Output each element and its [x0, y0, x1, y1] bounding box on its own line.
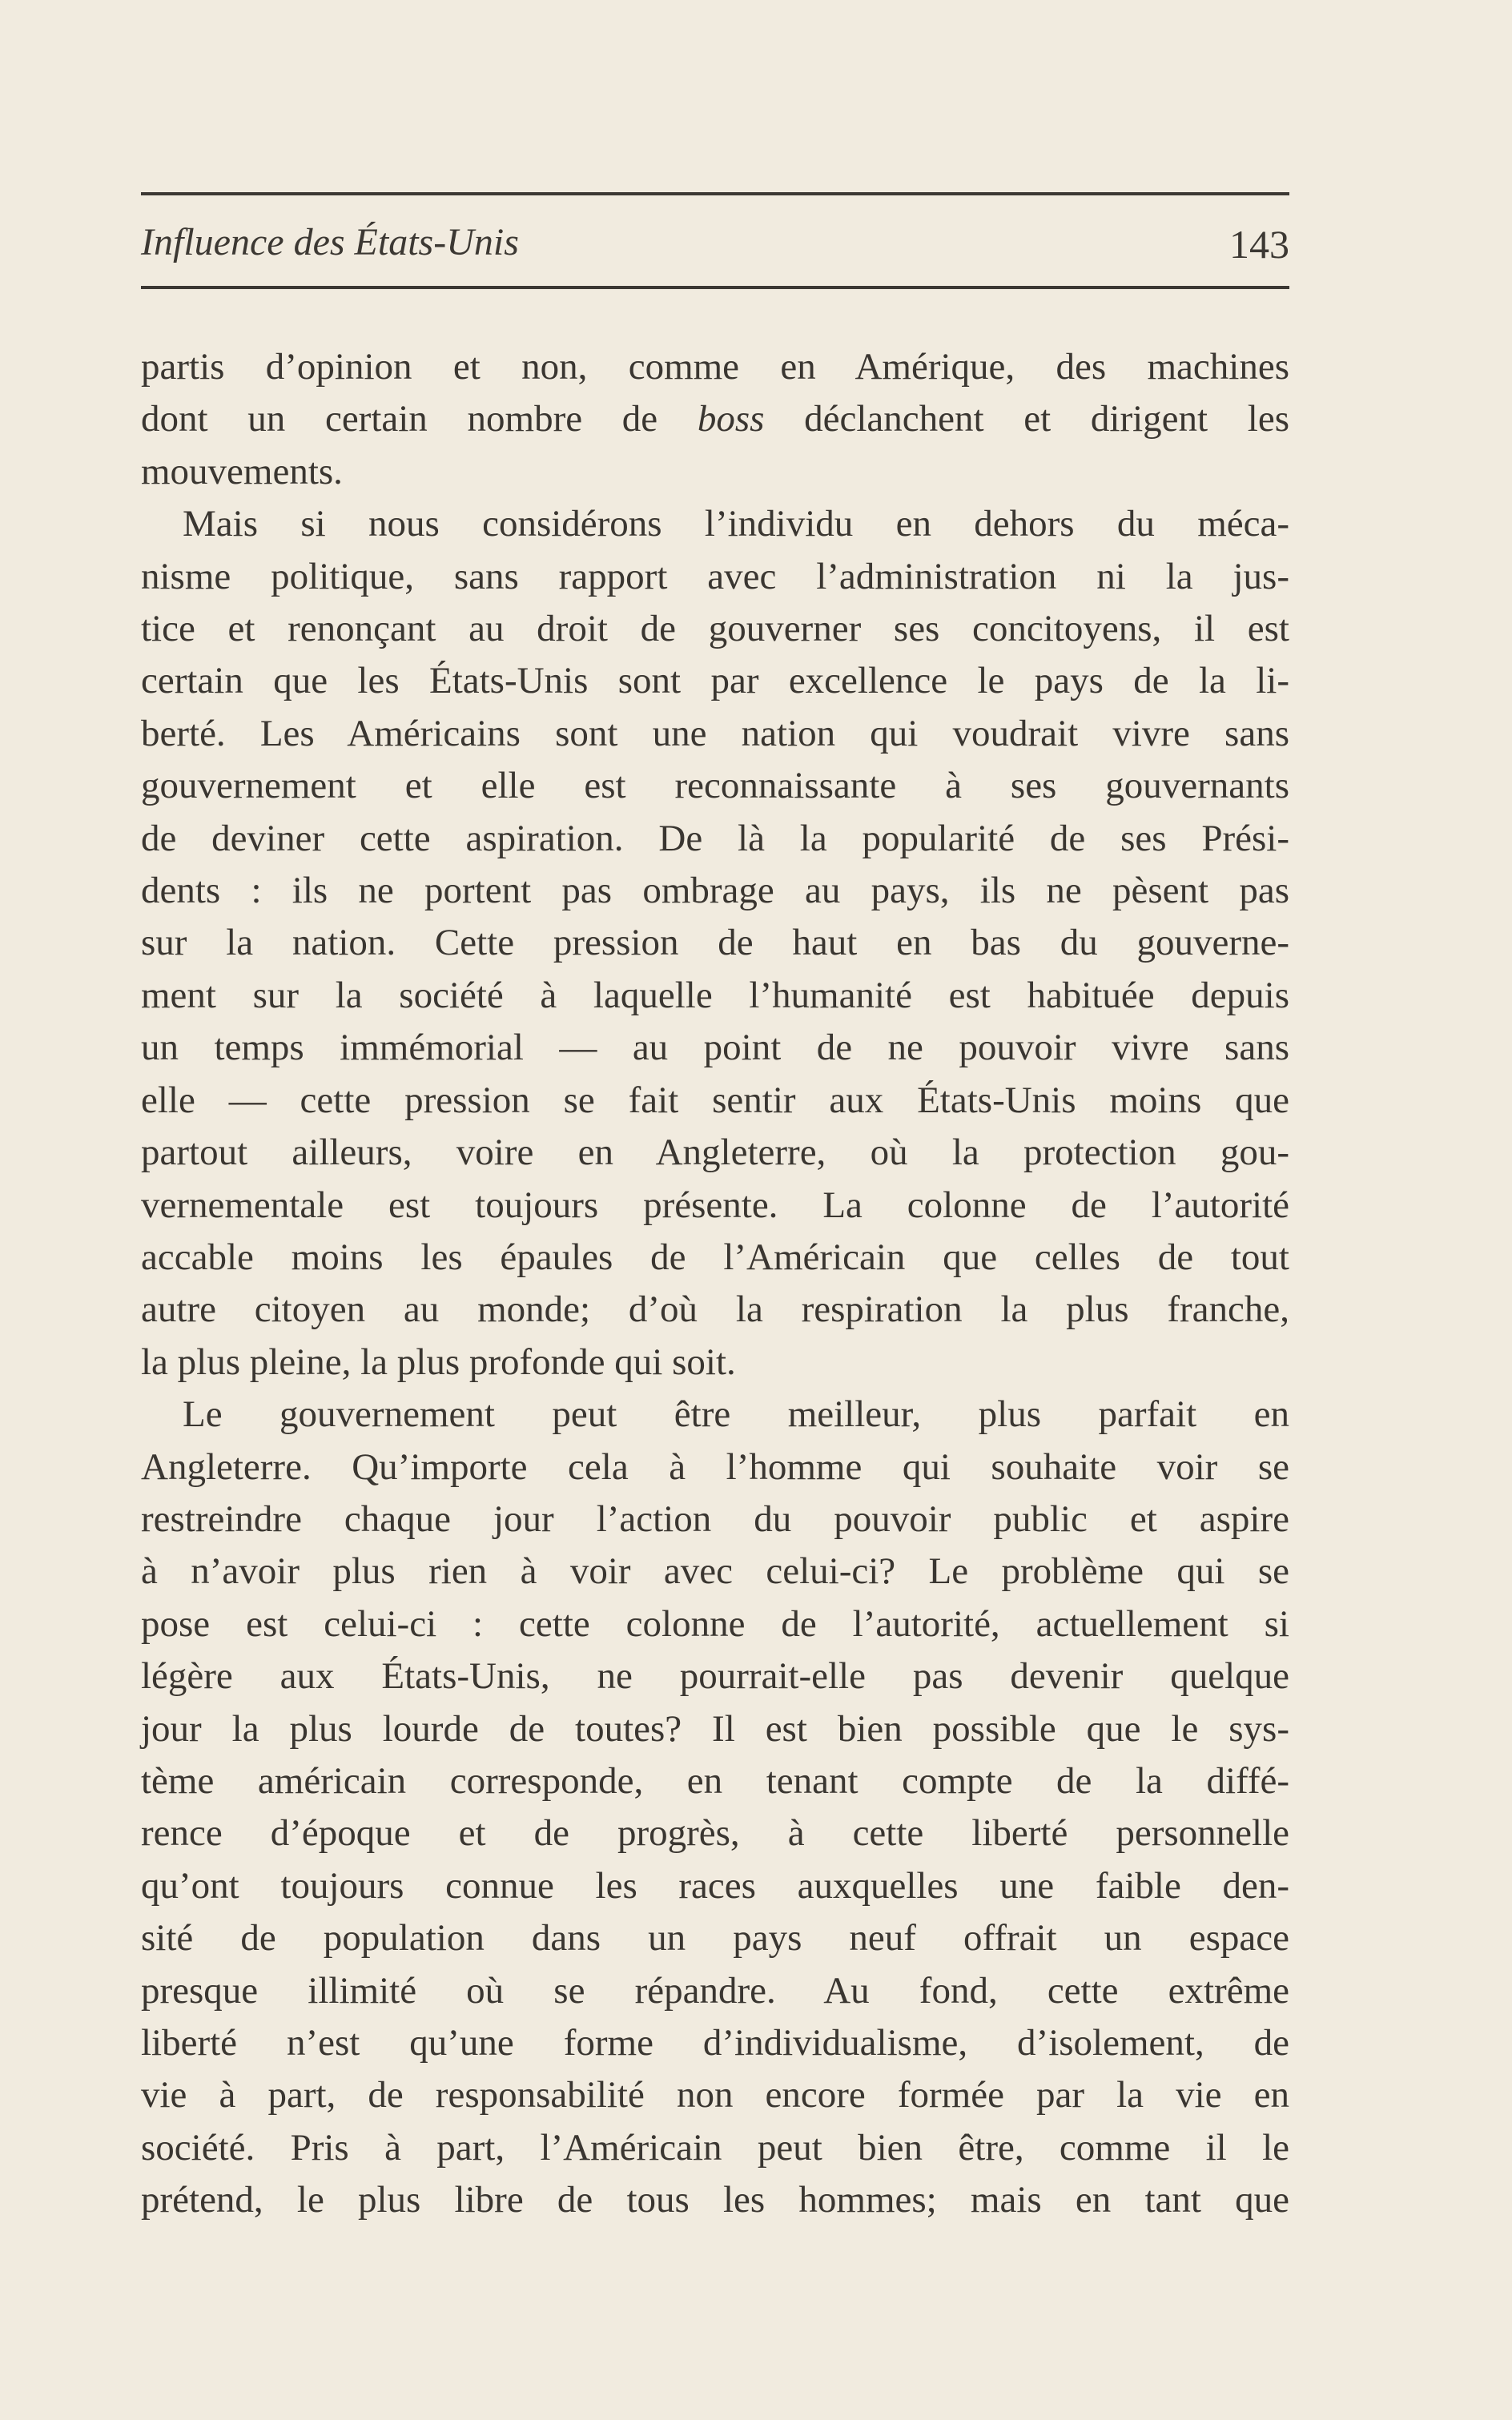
text-line: vernementale est toujours présente. La colonne de l’autorité: [141, 1184, 1289, 1226]
text-line: partout ailleurs, voire en Angleterre, où la protection gou-: [141, 1132, 1289, 1174]
text-line: nisme politique, sans rapport avec l’administration ni la jus-: [141, 555, 1289, 597]
text-line: partis d’opinion et non, comme en Amérique, des machines: [141, 346, 1289, 388]
text-line: gouvernement et elle est reconnaissante à ses gouvernants: [141, 765, 1289, 807]
text-line: rence d’époque et de progrès, à cette liberté personnelle: [141, 1812, 1289, 1855]
text-line: tème américain corresponde, en tenant compte de la diffé-: [141, 1759, 1289, 1802]
text-line: société. Pris à part, l’Américain peut bien être, comme il le: [141, 2126, 1289, 2169]
body-text: [141, 341, 1289, 2227]
text-line: à n’avoir plus rien à voir avec celui-ci? Le problème qui se: [141, 1550, 1289, 1593]
text-line: Mais si nous considérons l’individu en dehors du méca-: [183, 503, 1289, 545]
text-line: elle — cette pression se fait sentir aux États-Unis moins que: [141, 1079, 1289, 1121]
text-line: sité de population dans un pays neuf offrait un espace: [141, 1917, 1289, 1960]
text-segment: dont un certain nombre de: [141, 398, 658, 440]
text-line: qu’ont toujours connue les races auxquelles une faible den-: [141, 1864, 1289, 1907]
header-rule-top: [141, 192, 1289, 195]
text-line: pose est celui-ci : cette colonne de l’autorité, actuellement si: [141, 1602, 1289, 1645]
text-line: accable moins les épaules de l’Américain que celles de tout: [141, 1236, 1289, 1278]
text-segment: déclanchent et dirigent les: [804, 398, 1289, 440]
text-line: légère aux États-Unis, ne pourrait-elle pas devenir quelque: [141, 1655, 1289, 1698]
text-line: Le gouvernement peut être meilleur, plus parfait en: [183, 1393, 1289, 1436]
text-line: ment sur la société à laquelle l’humanité est habituée depuis: [141, 974, 1289, 1016]
text-line: Angleterre. Qu’importe cela à l’homme qui souhaite voir se: [141, 1445, 1289, 1488]
text-line: la plus pleine, la plus profonde qui soit.: [141, 1341, 736, 1383]
text-line: certain que les États-Unis sont par excellence le pays de la li-: [141, 660, 1289, 702]
text-line: prétend, le plus libre de tous les hommes; mais en tant que: [141, 2179, 1289, 2221]
running-head: Influence des États-Unis: [141, 221, 519, 263]
header-rule-bottom: [141, 286, 1289, 289]
page-number: 143: [1229, 222, 1289, 267]
text-line: vie à part, de responsabilité non encore formée par la vie en: [141, 2074, 1289, 2116]
text-line: un temps immémorial — au point de ne pouvoir vivre sans: [141, 1027, 1289, 1069]
text-line: jour la plus lourde de toutes? Il est bien possible que le sys-: [141, 1707, 1289, 1750]
text-line: sur la nation. Cette pression de haut en bas du gouverne-: [141, 922, 1289, 964]
text-line: mouvements.: [141, 450, 343, 492]
text-line: autre citoyen au monde; d’où la respiration la plus franche,: [141, 1288, 1289, 1331]
text-line: berté. Les Américains sont une nation qui voudrait vivre sans: [141, 712, 1289, 754]
emphasized-word: boss: [697, 398, 765, 440]
text-line: de deviner cette aspiration. De là la popularité de ses Prési-: [141, 817, 1289, 859]
text-line: tice et renonçant au droit de gouverner ses concitoyens, il est: [141, 608, 1289, 650]
text-line: restreindre chaque jour l’action du pouvoir public et aspire: [141, 1497, 1289, 1540]
text-line: liberté n’est qu’une forme d’individualisme, d’isolement, de: [141, 2022, 1289, 2064]
text-line: dents : ils ne portent pas ombrage au pays, ils ne pèsent pas: [141, 870, 1289, 912]
text-line: [141, 393, 1289, 445]
text-line: presque illimité où se répandre. Au fond, cette extrême: [141, 1969, 1289, 2012]
